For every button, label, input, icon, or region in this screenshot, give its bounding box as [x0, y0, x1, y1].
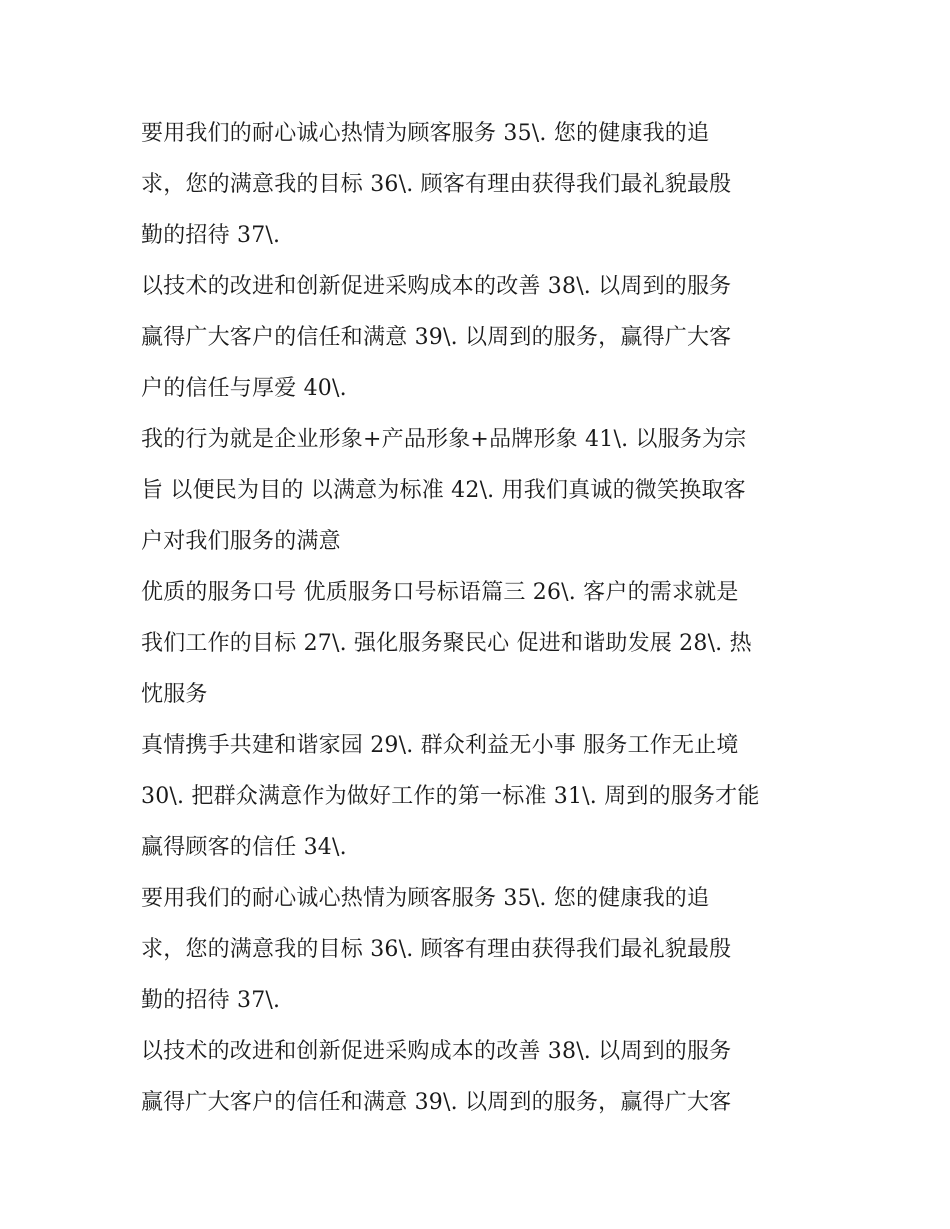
text-line: 以技术的改进和创新促进采购成本的改善 38\. 以周到的服务: [141, 1039, 732, 1064]
text-line: 我的行为就是企业形象+产品形象+品牌形象 41\. 以服务为宗: [141, 427, 747, 452]
text-line: 30\. 把群众满意作为做好工作的第一标准 31\. 周到的服务才能: [141, 784, 760, 809]
text-line: 要用我们的耐心诚心热情为顾客服务 35\. 您的健康我的追: [141, 121, 710, 146]
text-line: 勤的招待 37\.: [141, 988, 281, 1013]
text-line: 以技术的改进和创新促进采购成本的改善 38\. 以周到的服务: [141, 274, 732, 299]
text-line: 我们工作的目标 27\. 强化服务聚民心 促进和谐助发展 28\. 热: [141, 631, 752, 656]
text-line: 求，您的满意我的目标 36\. 顾客有理由获得我们最礼貌最殷: [141, 937, 732, 962]
text-line: 求，您的满意我的目标 36\. 顾客有理由获得我们最礼貌最殷: [141, 172, 732, 197]
text-line: 优质的服务口号 优质服务口号标语篇三 26\. 客户的需求就是: [141, 580, 739, 605]
text-line: 忱服务: [141, 682, 208, 707]
text-line: 旨 以便民为目的 以满意为标准 42\. 用我们真诚的微笑换取客: [141, 478, 746, 503]
text-line: 勤的招待 37\.: [141, 223, 281, 248]
text-line: 要用我们的耐心诚心热情为顾客服务 35\. 您的健康我的追: [141, 886, 710, 911]
text-line: 赢得广大客户的信任和满意 39\. 以周到的服务，赢得广大客: [141, 1090, 732, 1115]
text-line: 赢得顾客的信任 34\.: [141, 835, 347, 860]
text-line: 真情携手共建和谐家园 29\. 群众利益无小事 服务工作无止境: [141, 733, 739, 758]
document-body: [141, 108, 821, 1128]
text-line: 户的信任与厚爱 40\.: [141, 376, 347, 401]
text-line: 户对我们服务的满意: [141, 529, 341, 554]
text-line: 赢得广大客户的信任和满意 39\. 以周到的服务，赢得广大客: [141, 325, 732, 350]
